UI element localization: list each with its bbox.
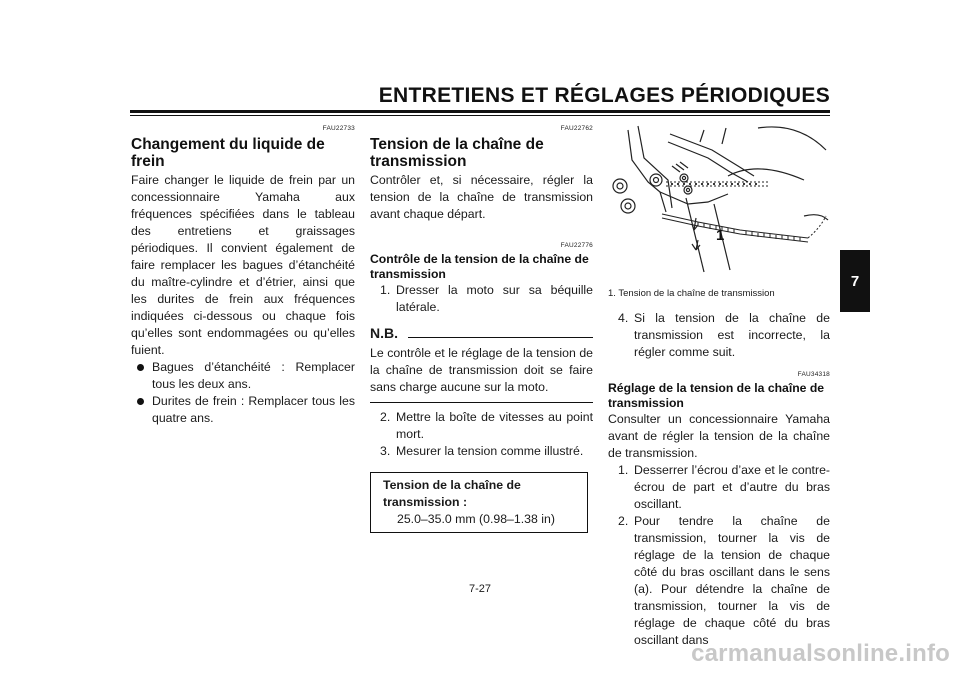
figure-caption: 1. Tension de la chaîne de transmission (608, 288, 775, 299)
header-rule-thin (130, 115, 830, 116)
list-item: 2. Mettre la boîte de vitesses au point mort. (380, 410, 593, 441)
list-item: 4. Si la tension de la chaîne de transmission est incorrecte, la régler comme suit. (618, 311, 830, 359)
brake-fluid-paragraph: Faire changer le liquide de frein par un concessionnaire Yamaha aux fréquences spécifiées dans le tableau des entretiens et graissages périodiques. Il convient également de faire remplacer les bagues d’étanchéité du maître-cylindre et d’étrier, ainsi que les durites de frein aux fréquences indiquées ci-dessous ou chaque fois qu’elles sont endommagées ou qu’elles fuient. (131, 173, 355, 357)
figure-callout-1: 1 (716, 227, 725, 244)
check-steps-continued (370, 409, 593, 460)
header-rule (130, 110, 830, 113)
bullet-icon (137, 398, 144, 405)
page-number: 7-27 (468, 583, 492, 595)
note-text: Le contrôle et le réglage de la tension de la chaîne de transmission doit se faire sans charge aucune sur la moto. (370, 346, 593, 394)
spec-box (370, 472, 588, 533)
column-brake-fluid (131, 120, 355, 427)
check-steps (370, 282, 593, 316)
page-header-title: ENTRETIENS ET RÉGLAGES PÉRIODIQUES (378, 84, 830, 107)
watermark: carmanualsonline.info (691, 640, 950, 667)
chapter-tab[interactable]: 7 (840, 250, 870, 312)
note-header (370, 326, 593, 341)
chain-intro-paragraph: Contrôler et, si nécessaire, régler la tension de la chaîne de transmission avant chaque départ. (370, 173, 593, 221)
adjust-intro-step (608, 310, 830, 361)
adjust-steps (608, 462, 830, 649)
list-item: 1. Dresser la moto sur sa béquille latérale. (380, 283, 593, 314)
list-item: Durites de frein : Remplacer tous les quatre ans. (131, 393, 355, 427)
column-chain-tension (370, 120, 593, 533)
chain-illustration-icon (608, 120, 830, 280)
section-code: FAU22733 (322, 125, 355, 132)
list-item: 3. Mesurer la tension comme illustré. (380, 444, 584, 458)
note-label: N.B. (370, 325, 398, 341)
column-chain-adjust (608, 120, 830, 649)
section-title-chain-tension: Tension de la chaîne de transmission (370, 136, 544, 170)
bullet-icon (137, 364, 144, 371)
section-code: FAU22762 (560, 125, 593, 132)
note-end-rule (370, 402, 593, 403)
note-rule (408, 337, 593, 338)
list-item: 1. Desserrer l’écrou d’axe et le contre-écrou de part et d’autre du bras oscillant. (618, 463, 830, 511)
section-code: FAU22776 (560, 242, 593, 249)
subsection-title-adjust: Réglage de la tension de la chaîne de transmission (608, 381, 825, 410)
list-item: 2. Pour tendre la chaîne de transmission, tourner la vis de réglage de la tension de chaque côté du bras oscillant dans le sens (a). Pour détendre la chaîne de transmission, tourner la vis de réglage de chaque côté du bras oscillant dans (618, 514, 830, 647)
subsection-title-check: Contrôle de la tension de la chaîne de transmission (370, 252, 589, 281)
adjust-paragraph: Consulter un concessionnaire Yamaha avant de régler la tension de la chaîne de transmission. (608, 412, 830, 460)
section-title-brake-fluid: Changement du liquide de frein (131, 136, 325, 170)
brake-bullet-list (131, 359, 355, 427)
spec-value: 25.0–35.0 mm (0.98–1.38 in) (397, 512, 555, 526)
section-code: FAU34318 (797, 371, 830, 378)
chain-tension-illustration (608, 120, 830, 280)
list-item: Bagues d’étanchéité : Remplacer tous les deux ans. (131, 359, 355, 393)
spec-label: Tension de la chaîne de transmission : (383, 478, 521, 509)
